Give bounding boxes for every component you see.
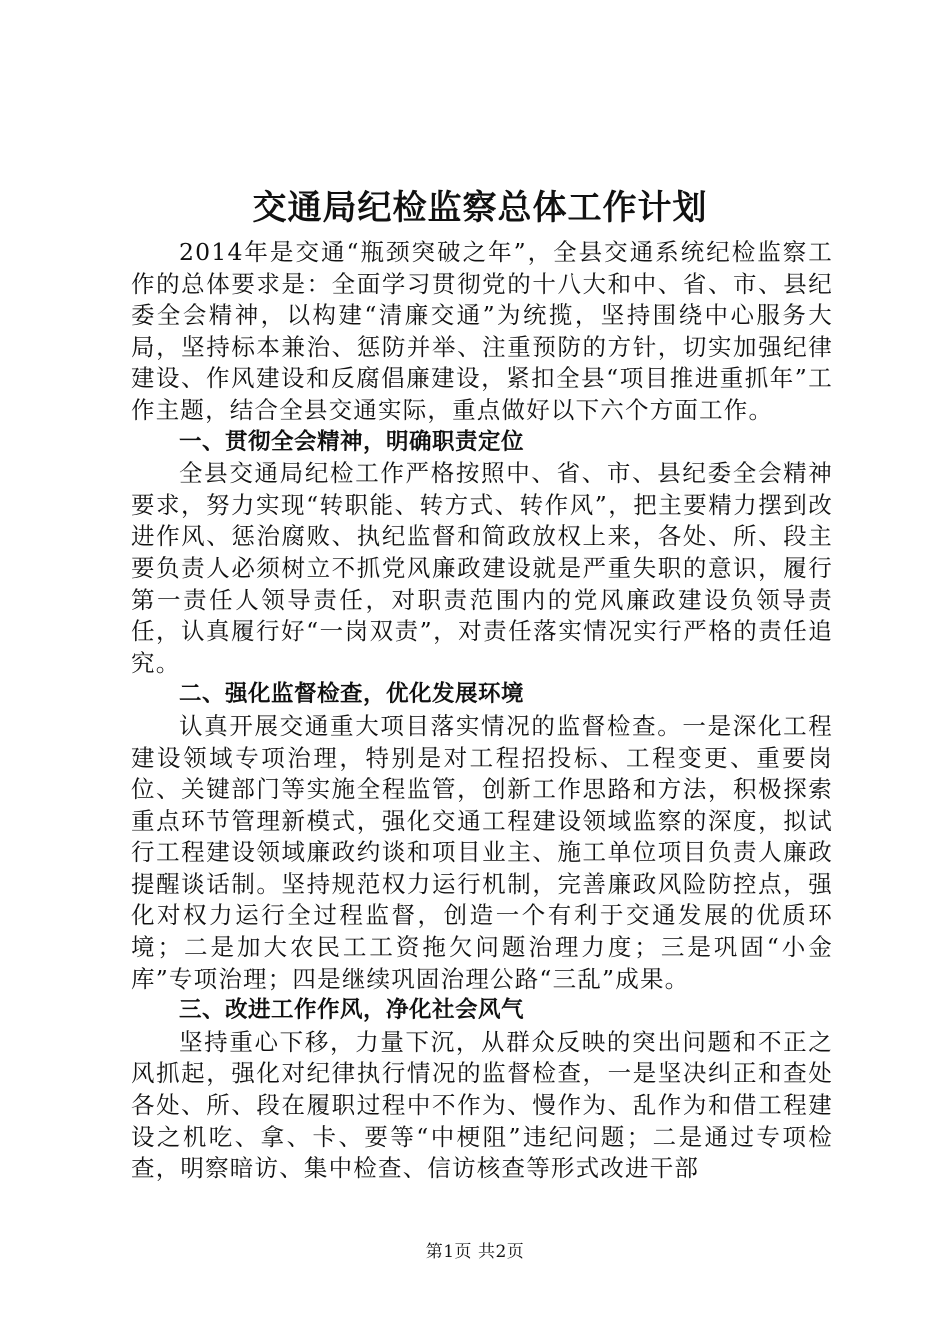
document-body [131, 237, 833, 1185]
section-heading: 三、改进工作作风，净化社会风气 [179, 997, 525, 1024]
body-paragraph: 认真开展交通重大项目落实情况的监督检查。一是深化工程建设领域专项治理，特别是对工程招投标、工程变更、重要岗位、关键部门等实施全程监管，创新工作思路和方法，积极探索重点环节管理新模式，强化交通工程建设领域监察的深度，拟试行工程建设领域廉政约谈和项目业主、施工单位项目负责人廉政提醒谈话制。坚持规范权力运行机制，完善廉政风险防控点，强化对权力运行全过程监督，创造一个有利于交通发展的优质环境；二是加大农民工工资拖欠问题治理力度；三是巩固“小金库”专项治理；四是继续巩固治理公路“三乱”成果。 [131, 711, 833, 993]
document-title: 交通局纪检监察总体工作计划 [252, 188, 708, 228]
body-paragraph: 坚持重心下移，力量下沉，从群众反映的突出问题和不正之风抓起，强化对纪律执行情况的监督检查，一是坚决纠正和查处各处、所、段在履职过程中不作为、慢作为、乱作为和借工程建设之机吃、拿、卡、要等“中梗阻”违纪问题；二是通过专项检查，明察暗访、集中检查、信访核查等形式改进干部 [131, 1027, 833, 1183]
section-heading: 一、贯彻全会精神，明确职责定位 [179, 428, 525, 455]
section-heading: 二、强化监督检查，优化发展环境 [179, 681, 525, 708]
body-paragraph: 2014年是交通“瓶颈突破之年”，全县交通系统纪检监察工作的总体要求是：全面学习贯彻党的十八大和中、省、市、县纪委全会精神，以构建“清廉交通”为统揽，坚持围绕中心服务大局，坚持标本兼治、惩防并举、注重预防的方针，切实加强纪律建设、作风建设和反腐倡廉建设，紧扣全县“项目推进重抓年”工作主题，结合全县交通实际，重点做好以下六个方面工作。 [131, 238, 833, 424]
page-number-footer: 第1页 共2页 [425, 1242, 525, 1262]
body-paragraph: 全县交通局纪检工作严格按照中、省、市、县纪委全会精神要求，努力实现“转职能、转方式、转作风”，把主要精力摆到改进作风、惩治腐败、执纪监督和简政放权上来，各处、所、段主要负责人必须树立不抓党风廉政建设就是严重失职的意识，履行第一责任人领导责任，对职责范围内的党风廉政建设负领导责任，认真履行好“一岗双责”，对责任落实情况实行严格的责任追究。 [131, 459, 833, 677]
